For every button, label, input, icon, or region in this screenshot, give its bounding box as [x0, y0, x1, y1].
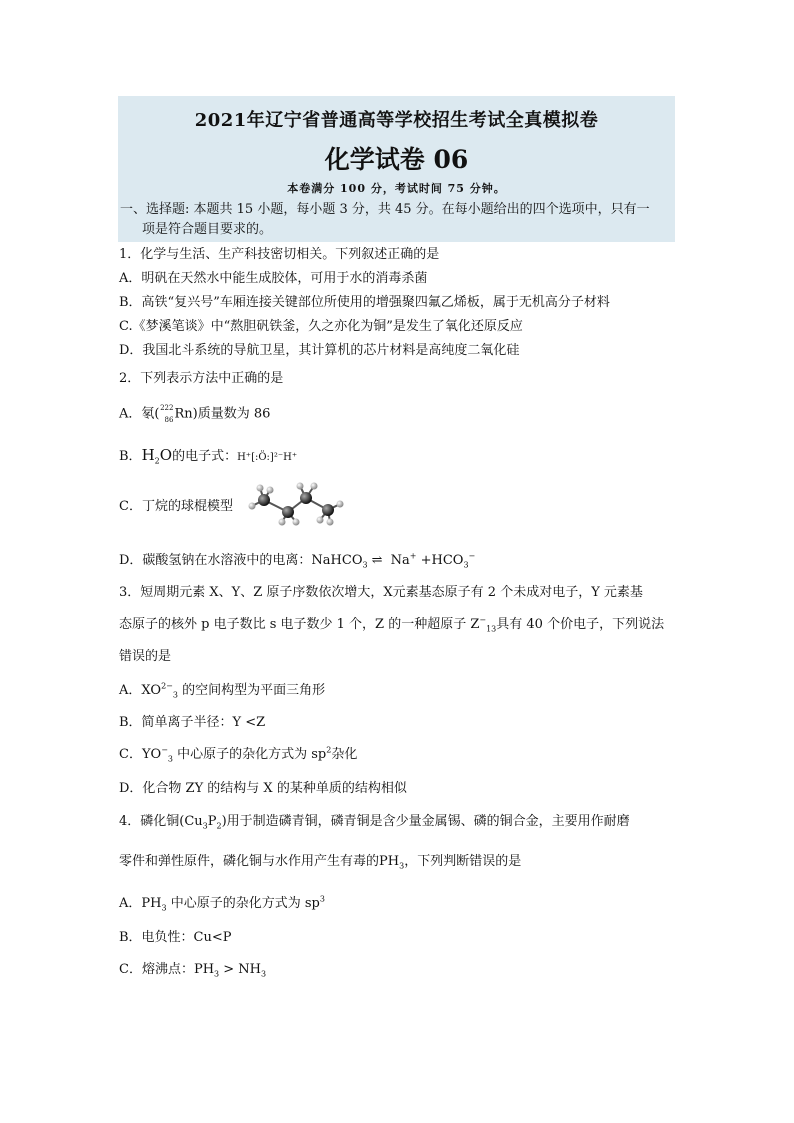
q1-option-d: D．我国北斗系统的导航卫星，其计算机的芯片材料是高纯度二氧化硅	[119, 343, 520, 358]
subject-title: 化学试卷 06	[324, 145, 469, 174]
q2-option-b: B．$H_2O$的电子式：H⁺[:Ö:]²⁻H⁺	[119, 446, 298, 466]
q3-option-c: C．$YO^-_3$ 中心原子的杂化方式为 $sp^2$杂化	[119, 745, 358, 764]
q4-option-a: A．$PH_3$ 中心原子的杂化方式为 $sp^3$	[119, 894, 325, 913]
q3-option-b: B．简单离子半径：Y <Z	[119, 715, 266, 730]
exam-title: 2021年辽宁省普通高等学校招生考试全真模拟卷	[194, 110, 599, 131]
q1-option-a: A．明矾在天然水中能生成胶体，可用于水的消毒杀菌	[119, 271, 428, 286]
q2-option-c: C．丁烷的球棍模型	[119, 499, 233, 514]
section-intro-line2: 项是符合题目要求的。	[142, 222, 273, 237]
q1-stem: 1．化学与生活、生产科技密切相关。下列叙述正确的是	[119, 247, 440, 262]
q2-option-d: D．碳酸氢钠在水溶液中的电离：NaHCO$_3$ ⇌ $Na^+ +HCO_3^-$	[119, 551, 476, 570]
electron-formula: H⁺[:Ö:]²⁻H⁺	[237, 452, 298, 463]
q1-option-c: C.《梦溪笔谈》中“熬胆矾铁釜，久之亦化为铜”是发生了氧化还原反应	[119, 319, 523, 334]
section-intro	[120, 200, 676, 240]
butane-ball-stick-model	[244, 478, 348, 526]
exam-info: 本卷满分 100 分，考试时间 75 分钟。	[287, 182, 506, 195]
q3-stem-line3: 错误的是	[119, 649, 172, 664]
section-intro-line1: 一、选择题: 本题共 15 小题，每小题 3 分，共 45 分。在每小题给出的四个选项中，只有一	[120, 202, 650, 217]
q2-option-a: A．氡( 222 86 Rn)质量数为 86	[119, 404, 271, 424]
q3-stem-line1: 3．短周期元素 X、Y、Z 原子序数依次增大，X元素基态原子有 2 个未成对电子，Y 元素基	[119, 585, 643, 600]
q3-stem-line2: 态原子的核外 p 电子数比 s 电子数少 1 个，Z 的一种超原子 $Z^-_{13}$具有 40 个价电子，下列说法	[119, 615, 665, 634]
exam-header	[118, 96, 675, 242]
nuclide-notation: 222 86	[160, 404, 174, 424]
q2-stem: 2．下列表示方法中正确的是	[119, 371, 284, 386]
q4-option-c: C．熔沸点：$PH_3 > NH_3$	[119, 962, 267, 979]
q4-option-b: B．电负性：Cu<P	[119, 930, 232, 945]
q3-option-d: D．化合物 ZY 的结构与 X 的某种单质的结构相似	[119, 781, 407, 796]
q4-stem-line2: 零件和弹性原件，磷化铜与水作用产生有毒的$PH_3$，下列判断错误的是	[119, 854, 522, 871]
q1-option-b: B．高铁“复兴号”车厢连接关键部位所使用的增强聚四氟乙烯板，属于无机高分子材料	[119, 295, 610, 310]
q3-option-a: A．$XO^{2-}_3$ 的空间构型为平面三角形	[119, 681, 326, 700]
q4-stem-line1: 4．磷化铜$(Cu_3P_2)$用于制造磷青铜，磷青铜是含少量金属锡、磷的铜合金，主要用作耐磨	[119, 814, 630, 831]
